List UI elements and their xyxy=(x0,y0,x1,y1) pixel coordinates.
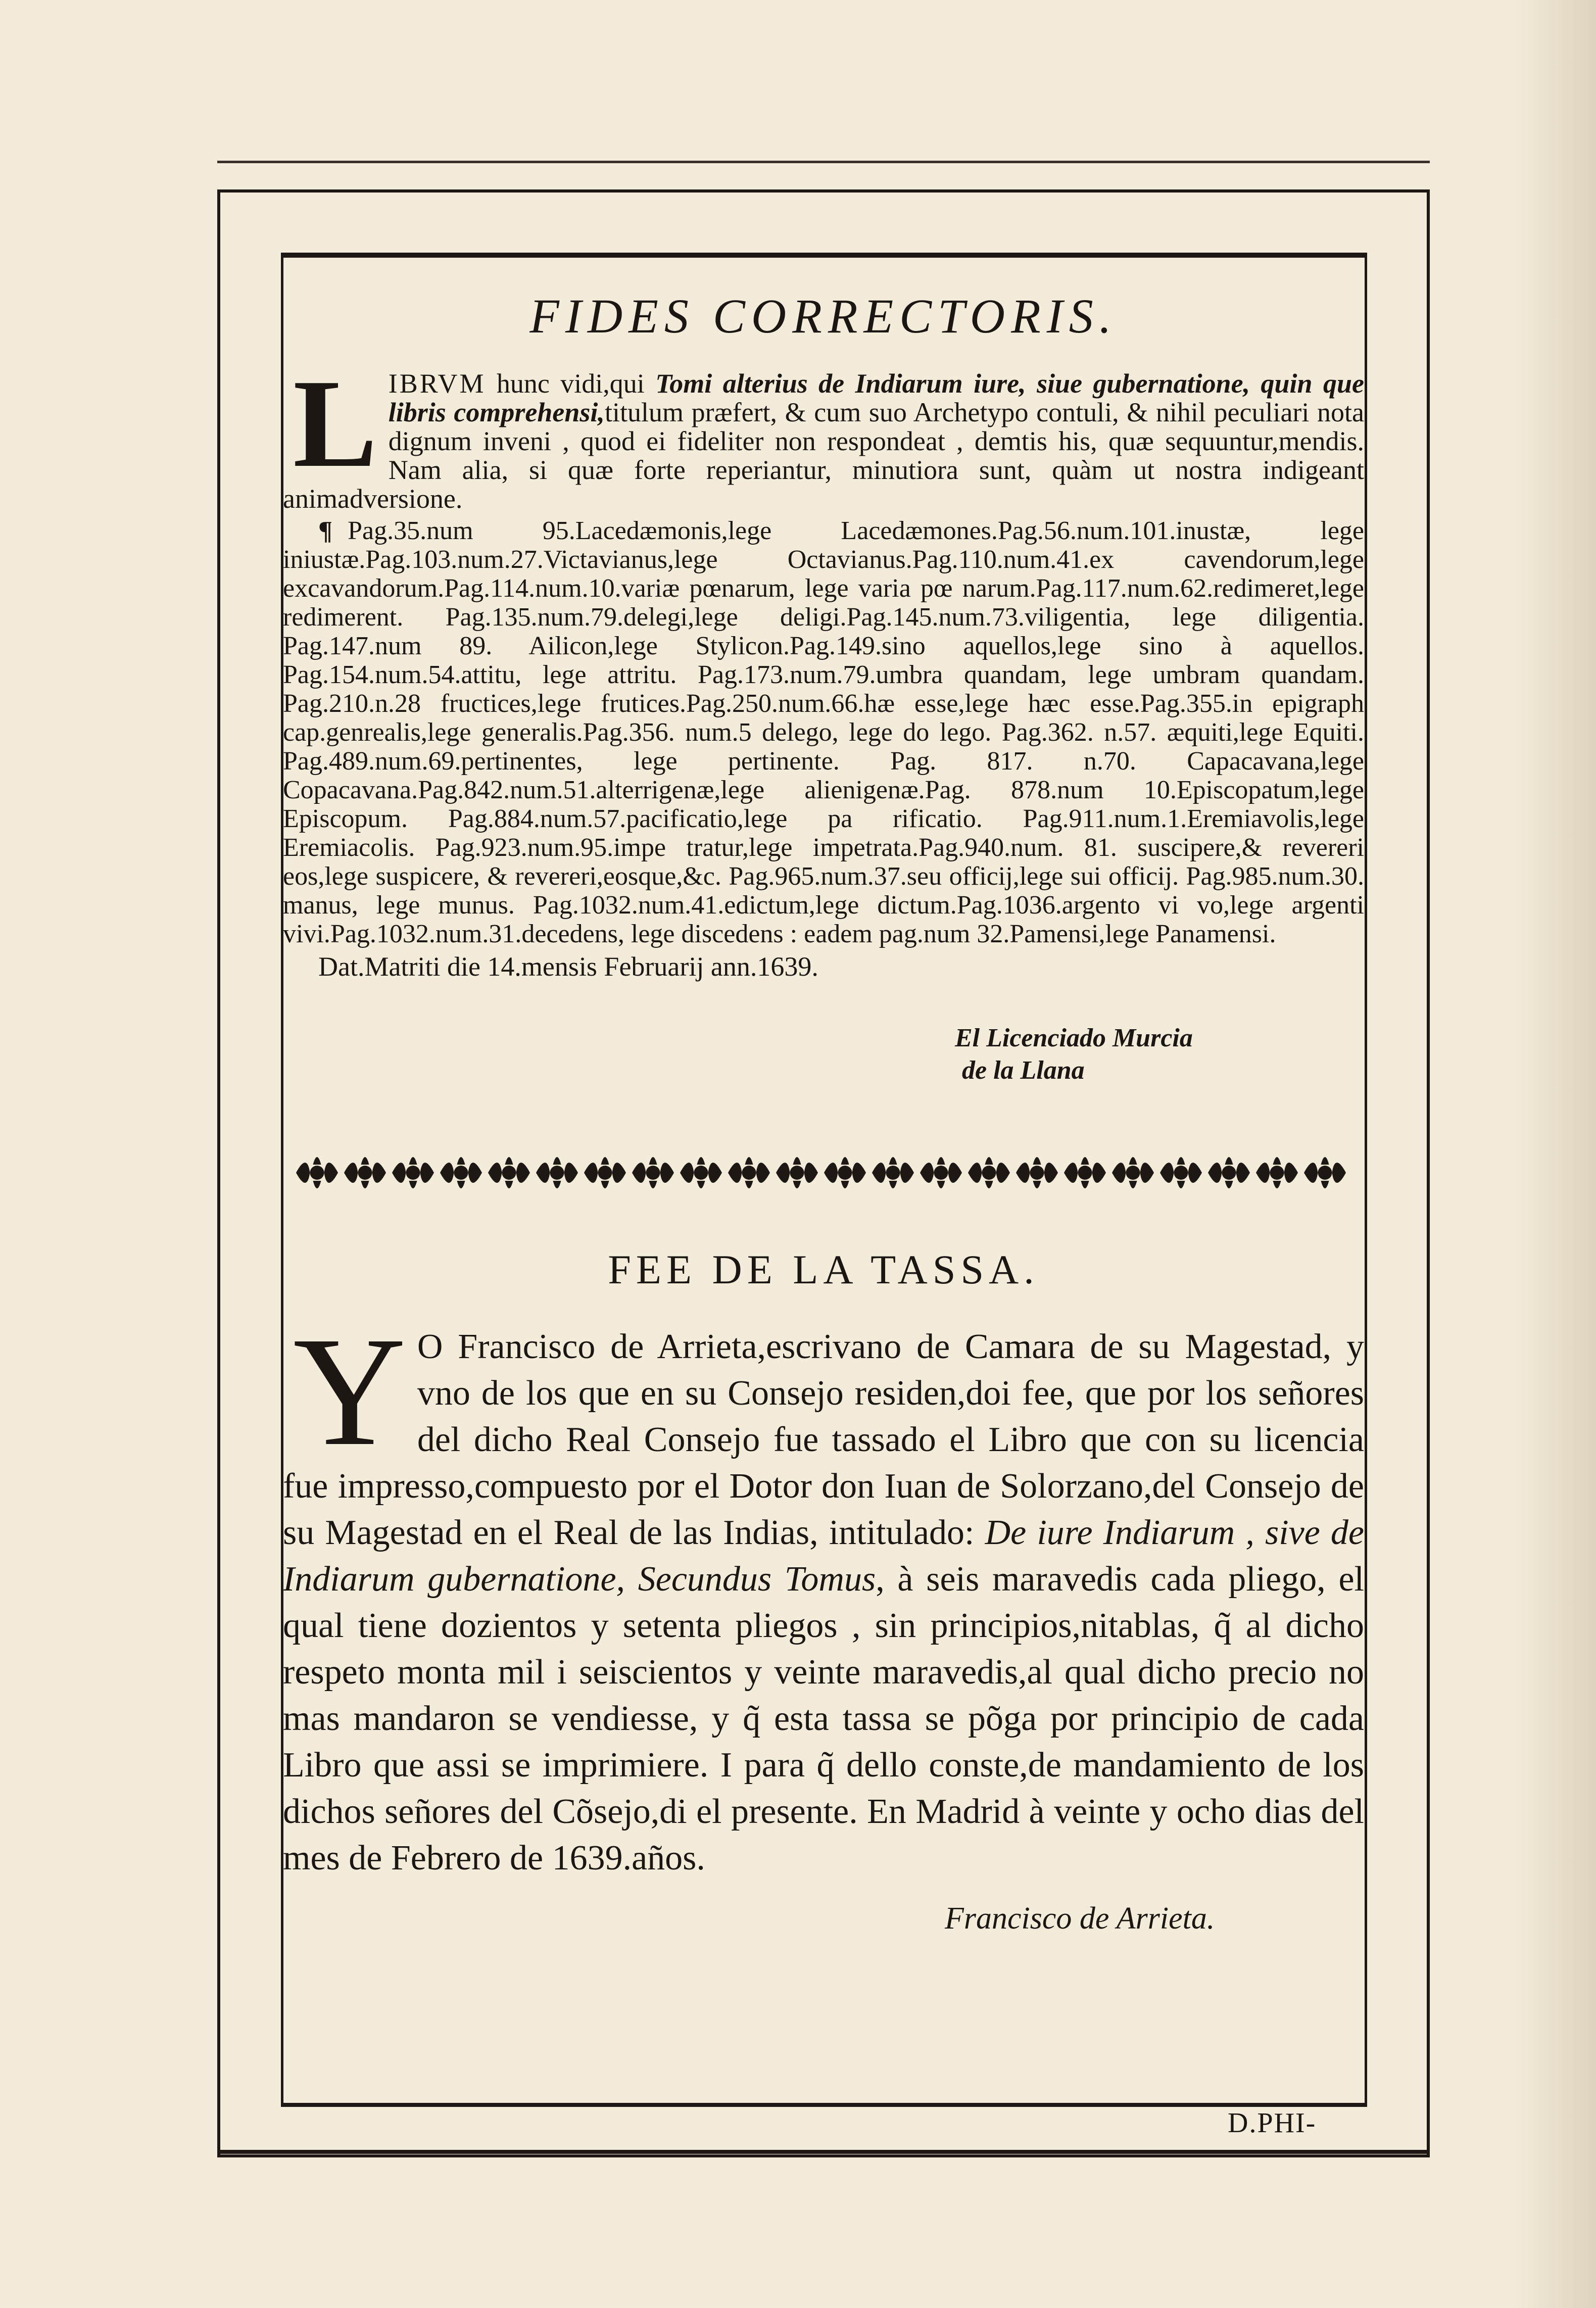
fides-book-title: Tomi alterius de Indiarum iure, siue gubernatione, quin que libris comprehensi, xyxy=(388,368,1364,427)
fleuron-ornament xyxy=(296,1157,338,1188)
fleuron-ornament xyxy=(1016,1157,1058,1188)
fleuron-ornament xyxy=(968,1157,1010,1188)
fleuron-ornament xyxy=(1112,1157,1154,1188)
tassa-para2: , à seis maravedis cada pliego, el qual tiene dozientos y setenta pliegos , sin principios,nitablas, q̃ al dicho respeto monta mil i seiscientos y veinte maravedis,al qual dicho precio no mas mandaron se vendiesse, y q̃ esta tassa se põga por principio de cada Libro que assi se imprimiere. I para q̃ dello conste,de mandamiento de los dichos señores del Cõsejo,di el presente. En Madrid à veinte y ocho dias del mes de Febrero de 1639.años. xyxy=(283,1560,1364,1878)
fleuron-ornament xyxy=(488,1157,530,1188)
corrector-signature-line1: El Licenciado Murcia xyxy=(955,1024,1193,1052)
fides-paragraph xyxy=(283,354,1365,514)
fleuron-ornament xyxy=(680,1157,722,1188)
tassa-signature: Francisco de Arrieta. xyxy=(945,1901,1215,1936)
fleuron-ornament xyxy=(1160,1157,1202,1188)
fides-smallcaps: IBRVM xyxy=(388,368,486,399)
errata-text: Pag.35.num 95.Lacedæmonis,lege Lacedæmones.Pag.56.num.101.inustæ, lege iniustæ.Pag.103.num.27.Victavianus,lege Octavianus.Pag.110.num.41.ex cavendorum,lege excavandorum.Pag.114.num.10.variæ pœnarum, lege varia pœ narum.Pag.117.num.62.redimeret,lege redimerent. Pag.135.num.79.delegi,lege deligi.Pag.145.num.73.viligentia, lege diligentia. Pag.147.num 89. Ailicon,lege Stylicon.Pag.149.sino aquellos,lege sino à aquellos. Pag.154.num.54.attitu, lege attritu. Pag.173.num.79.umbra quandam, lege umbram quandam. Pag.210.n.28 fructices,lege frutices.Pag.250.num.66.hæ esse,lege hæc esse.Pag.355.in epigraph cap.genrealis,lege generalis.Pag.356. num.5 delego, lege do lego. Pag.362. n.57. æquiti,lege Equiti. Pag.489.num.69.pertinentes, lege pertinente. Pag. 817. n.70. Capacavana,lege Copacavana.Pag.842.num.51.alterrigenæ,lege alienigenæ.Pag. 878.num 10.Episcopatum,lege Episcopum. Pag.884.num.57.pacificatio,lege pa rificatio. Pag.911.num.1.Eremiavolis,lege Eremiacolis. Pag.923.num.95.impe tratur,lege impetrata.Pag.940.num. 81. suscipere,& revereri eos,lege suspicere, & revereri,eosque,&c. Pag.965.num.37.seu officij,lege sui officij. Pag.985.num.30. manus, lege munus. Pag.1032.num.41.edictum,lege dictum.Pag.1036.argento vi vo,lege argenti vivi.Pag.1032.num.31.decedens, lege discedens : eadem pag.num 32.Pamensi,lege Panamensi. xyxy=(283,516,1364,948)
fleuron-ornament xyxy=(440,1157,482,1188)
pilcrow-mark: ¶ xyxy=(318,516,333,545)
fleuron-ornament xyxy=(1064,1157,1106,1188)
tassa-book-title: De iure Indiarum , sive de Indiarum gubernatione, Secundus Tomus xyxy=(283,1513,1365,1599)
dat-line: Dat.Matriti die 14.mensis Februarij ann.1639. xyxy=(318,951,818,982)
corrector-signature-line2: de la Llana xyxy=(962,1056,1085,1085)
fleuron-ornament xyxy=(728,1157,770,1188)
fleuron-ornament xyxy=(584,1157,626,1188)
tassa-paragraph xyxy=(283,1305,1365,1882)
fleuron-ornament xyxy=(1304,1157,1346,1188)
fleuron-ornament xyxy=(824,1157,866,1188)
fleuron-ornament xyxy=(344,1157,386,1188)
top-rule xyxy=(217,161,1430,163)
errata-list xyxy=(283,516,1364,948)
fides-dropcap: L xyxy=(293,354,377,494)
corrector-signature xyxy=(955,1022,1364,1087)
bottom-rule xyxy=(217,2150,1430,2154)
fleuron-ornament xyxy=(392,1157,434,1188)
fides-para-start: hunc vidi,qui xyxy=(486,368,656,399)
fleuron-ornament xyxy=(1208,1157,1250,1188)
fleuron-ornament xyxy=(1256,1157,1298,1188)
ornament-band xyxy=(293,1147,1349,1198)
fides-title: FIDES CORRECTORIS. xyxy=(529,289,1118,343)
page-edge-shadow xyxy=(1510,0,1596,2308)
catchword: D.PHI- xyxy=(1228,2107,1317,2139)
tassa-title: FEE DE LA TASSA. xyxy=(608,1246,1039,1292)
page-content xyxy=(283,258,1364,1937)
tassa-dropcap: Y xyxy=(293,1305,406,1478)
fleuron-ornament xyxy=(872,1157,914,1188)
tassa-para1: O Francisco de Arrieta,escrivano de Camara de su Magestad, y vno de los que en su Consejo residen,doi fee, que por los señores del dicho Real Consejo fue tassado el Libro que con su licencia fue impresso,compuesto por el Dotor don Iuan de Solorzano,del Consejo de su Magestad en el Real de las Indias, intitulado: xyxy=(283,1327,1364,1552)
fleuron-ornament xyxy=(632,1157,674,1188)
fleuron-ornament xyxy=(536,1157,578,1188)
fides-para-rest: titulum præfert, & cum suo Archetypo contuli, & nihil peculiari nota dignum inveni , quod ei fideliter non respondeat , demtis his, quæ sequuntur,mendis. Nam alia, si quæ forte reperiantur, minutiora sunt, quàm ut nostra indigeant animadversione. xyxy=(283,397,1365,514)
fleuron-ornament xyxy=(920,1157,962,1188)
fleuron-ornament xyxy=(776,1157,818,1188)
